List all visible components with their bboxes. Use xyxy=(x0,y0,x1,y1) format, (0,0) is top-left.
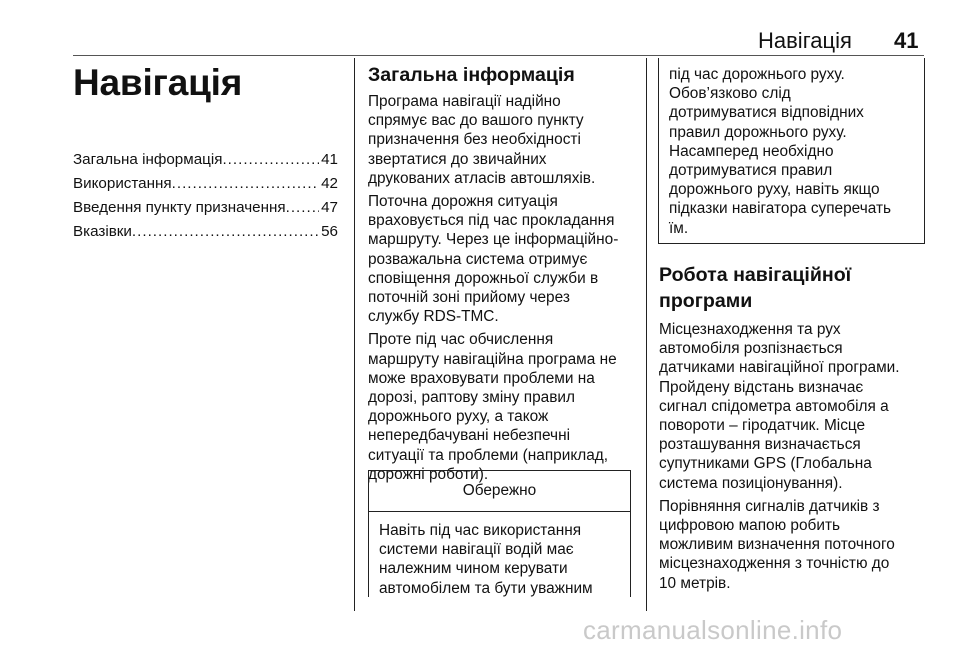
header-rule xyxy=(73,55,924,56)
text-line: поточній зоні прийому через xyxy=(368,289,570,307)
text-line: дорозі, раптову зміну правил xyxy=(368,389,575,407)
page-number: 41 xyxy=(894,28,919,53)
toc-entry[interactable] xyxy=(73,196,338,220)
toc-label: Використання xyxy=(73,175,172,192)
text-line: датчиками навігаційної програми. xyxy=(659,359,900,377)
toc-page: 42 xyxy=(321,175,338,192)
text-line: цифровою мапою робить xyxy=(659,517,841,535)
toc-label: Введення пункту призначення xyxy=(73,199,286,216)
text-line: Пройдену відстань визначає xyxy=(659,378,864,396)
watermark: carmanualsonline.info xyxy=(583,615,843,645)
paragraph xyxy=(368,192,636,326)
text-line: автомобілем та бути уважним xyxy=(379,579,593,597)
warning-continuation-box xyxy=(658,58,925,244)
text-line: розташування визначається xyxy=(659,436,861,454)
text-line: Програма навігації надійно xyxy=(368,93,561,110)
text-line: супутниками GPS (Глобальна xyxy=(659,455,872,473)
text-line: під час дорожнього руху. xyxy=(669,66,845,83)
toc-page: 41 xyxy=(321,151,338,168)
text-line: Обов’язково слід xyxy=(669,85,791,103)
text-line: Порівняння сигналів датчиків з xyxy=(659,497,880,515)
toc-leader xyxy=(286,196,319,220)
text-line: сигнал спідометра автомобіля а xyxy=(659,397,889,415)
text-line: дорожні роботи). xyxy=(368,465,489,483)
text-line: може враховувати проблеми на xyxy=(368,369,595,387)
text-line: підказки навігатора суперечать xyxy=(669,200,892,218)
warning-heading: Обережно xyxy=(369,471,630,512)
warning-box xyxy=(368,470,631,597)
text-line: їм. xyxy=(669,219,689,237)
paragraph xyxy=(659,320,925,493)
column-divider xyxy=(646,58,647,611)
text-line: дорожнього руху, а також xyxy=(368,408,549,426)
text-line: службу RDS-TMC. xyxy=(368,308,499,326)
toc-page: 47 xyxy=(321,199,338,216)
text-line: маршруту. Через це інформаційно- xyxy=(368,231,619,249)
toc-leader xyxy=(222,148,319,172)
text-line: повороти – гіродатчик. Місце xyxy=(659,417,866,435)
right-section xyxy=(659,262,925,597)
toc-leader xyxy=(132,220,319,244)
text-line: враховується під час прокладання xyxy=(368,212,615,230)
text-line: звертатися до звичайних xyxy=(368,150,547,168)
toc-entry[interactable] xyxy=(73,220,338,244)
text-line: Навіть під час використання xyxy=(379,522,582,539)
text-line: призначення без необхідності xyxy=(368,131,581,149)
text-line: сповіщення дорожньої служби в xyxy=(368,269,599,287)
text-line: система позиціонування). xyxy=(659,474,843,492)
chapter-title: Навігація xyxy=(73,62,243,103)
text-line: Місцезнаходження та рух xyxy=(659,321,841,338)
text-line: місцезнаходження з точністю до xyxy=(659,555,890,573)
text-line: непередбачувані небезпечні xyxy=(368,427,570,445)
toc-entry[interactable] xyxy=(73,172,338,196)
warning-text xyxy=(369,512,630,598)
warning-continuation-text xyxy=(659,58,924,238)
text-line: автомобіля розпізнається xyxy=(659,340,843,358)
text-line: спрямує вас до вашого пункту xyxy=(368,112,584,130)
column-divider xyxy=(354,58,355,611)
section-heading: Робота навігаційної програми xyxy=(659,264,852,312)
toc-label: Загальна інформація xyxy=(73,151,223,168)
text-line: належним чином керувати xyxy=(379,560,568,578)
text-line: правил дорожнього руху. xyxy=(669,123,847,141)
text-line: ситуації та проблеми (наприклад, xyxy=(368,446,609,464)
text-line: дотримуватися правил xyxy=(669,162,833,180)
text-line: маршруту навігаційна програма не xyxy=(368,350,617,368)
section-heading: Загальна інформація xyxy=(368,64,575,86)
paragraph xyxy=(368,330,636,484)
toc-label: Вказівки xyxy=(73,223,132,240)
text-line: дотримуватися відповідних xyxy=(669,104,864,122)
text-line: 10 метрів. xyxy=(659,574,731,592)
running-header-title: Навігація xyxy=(758,28,852,53)
toc-page: 56 xyxy=(321,223,338,240)
text-line: розважальна система отримує xyxy=(368,250,588,268)
toc-entry[interactable] xyxy=(73,148,338,172)
text-line: Насамперед необхідно xyxy=(669,142,834,160)
text-line: Проте під час обчислення xyxy=(368,331,554,349)
middle-column xyxy=(368,62,636,488)
text-line: Поточна дорожня ситуація xyxy=(368,193,558,211)
text-line: друкованих атласів автошляхів. xyxy=(368,169,596,187)
text-line: можливим визначення поточного xyxy=(659,536,895,554)
paragraph xyxy=(368,92,636,188)
chapter-column xyxy=(73,58,338,244)
text-line: системи навігації водій має xyxy=(379,541,574,559)
text-line: дорожнього руху, навіть якщо xyxy=(669,181,880,199)
toc-leader xyxy=(172,172,319,196)
paragraph xyxy=(659,497,925,593)
